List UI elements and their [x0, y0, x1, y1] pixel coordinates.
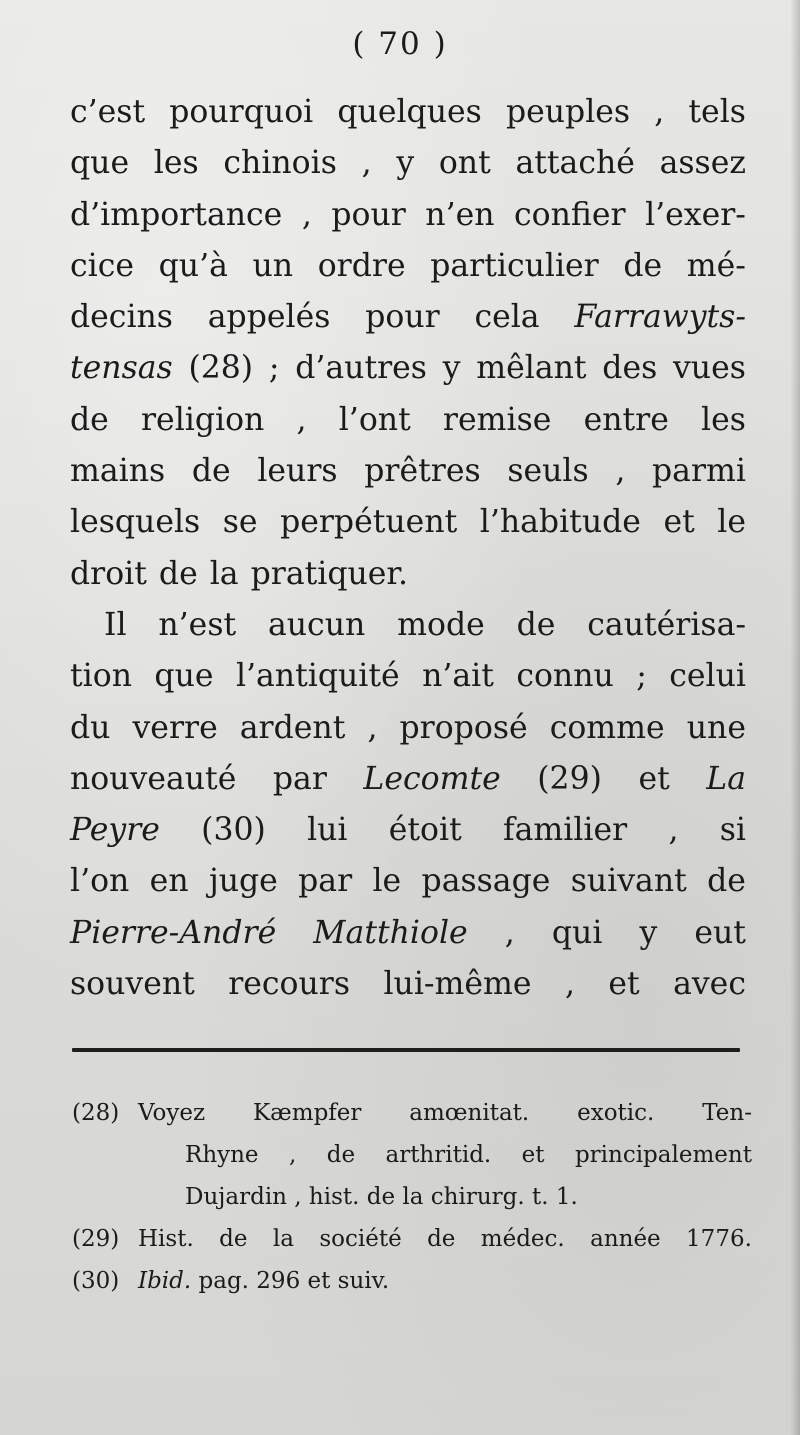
- word: n’ait: [422, 658, 494, 695]
- word: ,: [668, 812, 679, 849]
- word: ,: [296, 401, 307, 438]
- word: cice: [70, 247, 134, 284]
- word: pour: [365, 299, 440, 336]
- text-line: [70, 805, 746, 856]
- footnote-text: [138, 1218, 752, 1260]
- word: Kæmpfer: [252, 1100, 362, 1126]
- word: parmi: [652, 453, 746, 490]
- text-line: [70, 138, 746, 189]
- word: la: [272, 1226, 294, 1252]
- word: ,: [367, 709, 378, 746]
- word: passage: [421, 863, 551, 900]
- word: de: [326, 1142, 356, 1168]
- word: religion: [141, 401, 265, 438]
- text-line: [70, 651, 746, 702]
- word: Hist.: [138, 1226, 194, 1252]
- word: verre: [132, 709, 218, 746]
- word: des: [602, 350, 658, 387]
- page-number: ( 70 ): [352, 26, 448, 62]
- word: attaché: [515, 145, 635, 182]
- word: ,: [615, 453, 626, 490]
- word: année: [590, 1226, 661, 1252]
- footnote-28-continuation: [72, 1176, 752, 1218]
- word: nouveauté: [70, 760, 237, 797]
- word: 1776.: [686, 1226, 752, 1252]
- word: vues: [673, 350, 746, 387]
- word: pourquoi: [169, 94, 314, 130]
- word: comme: [549, 709, 665, 746]
- word: mains: [70, 453, 166, 490]
- word: de: [219, 1226, 248, 1252]
- footnote-rest: pag. 296 et suiv.: [198, 1268, 390, 1294]
- word: se: [222, 504, 258, 541]
- word: de: [623, 247, 663, 284]
- word: arthritid.: [385, 1142, 492, 1168]
- word: lui: [307, 812, 348, 849]
- word: y: [396, 145, 415, 182]
- word: avec: [673, 966, 746, 1003]
- word: ,: [564, 966, 575, 1003]
- word: d’importance: [70, 196, 283, 233]
- word: c’est: [70, 94, 146, 130]
- word: aucun: [267, 606, 366, 643]
- word: qui: [551, 914, 603, 951]
- footnote-text: Dujardin , hist. de la chirurg. t. 1.: [185, 1184, 578, 1210]
- text-line: [70, 190, 746, 241]
- word: l’on: [70, 863, 130, 900]
- word: société: [319, 1226, 402, 1252]
- word: le: [372, 863, 402, 900]
- word: juge: [208, 863, 278, 900]
- word: particulier: [430, 247, 599, 284]
- word: Il: [104, 606, 127, 643]
- word: ,: [288, 1142, 297, 1168]
- word: et: [663, 504, 695, 541]
- word: perpétuent: [280, 504, 458, 541]
- word: et: [608, 966, 640, 1003]
- word: l’antiquité: [235, 658, 400, 695]
- footnote-30: [72, 1260, 752, 1302]
- footnote-28: [72, 1092, 752, 1134]
- text-line: [70, 549, 746, 600]
- word: et: [521, 1142, 545, 1168]
- word: de: [191, 453, 231, 490]
- italic-word: Matthiole: [313, 914, 468, 951]
- word: l’ont: [338, 401, 411, 438]
- word: tels: [688, 94, 746, 130]
- word: ,: [361, 145, 372, 182]
- word: confier: [514, 196, 626, 233]
- footnote-mark: (29): [72, 1226, 120, 1252]
- word: que: [70, 145, 130, 182]
- word: ,: [654, 94, 665, 130]
- word: droit: [70, 555, 147, 592]
- word: par: [272, 760, 327, 797]
- word: eut: [694, 914, 746, 951]
- word: de: [427, 1226, 456, 1252]
- word: decins: [70, 299, 173, 336]
- text-line: [70, 87, 746, 138]
- word: assez: [659, 145, 746, 182]
- word: lesquels: [70, 504, 201, 541]
- italic-word: Lecomte: [363, 760, 501, 797]
- footnote-ref: (30): [201, 812, 266, 849]
- word: de: [707, 863, 746, 900]
- word: les: [701, 401, 746, 438]
- word: l’habitude: [479, 504, 641, 541]
- word: seuls: [507, 453, 589, 490]
- word: souvent: [70, 966, 195, 1003]
- word: y: [442, 350, 461, 387]
- word: Rhyne: [185, 1142, 259, 1168]
- word: les: [153, 145, 199, 182]
- italic-word: La: [706, 760, 746, 797]
- word: pour: [331, 196, 406, 233]
- word: proposé: [399, 709, 528, 746]
- word: principalement: [574, 1142, 752, 1168]
- text-line: [70, 241, 746, 292]
- word: ,: [301, 196, 312, 233]
- word: n’en: [425, 196, 495, 233]
- word: mode: [397, 606, 485, 643]
- footnote-ref: (29): [537, 760, 602, 797]
- text-line: [70, 908, 746, 959]
- word: ;: [268, 350, 280, 387]
- word: celui: [669, 658, 746, 695]
- footnote-29: [72, 1218, 752, 1260]
- footnote-mark: (30): [72, 1268, 120, 1294]
- word: qu’à: [158, 247, 228, 284]
- word: ordre: [317, 247, 406, 284]
- word: du: [70, 709, 111, 746]
- word: connu: [516, 658, 614, 695]
- word: une: [686, 709, 746, 746]
- word: ;: [636, 658, 647, 695]
- footnote-separator-rule: [72, 1048, 740, 1052]
- word: Ten-: [702, 1100, 752, 1126]
- word: que: [154, 658, 214, 695]
- word: le: [717, 504, 746, 541]
- word: de: [70, 401, 109, 438]
- word: chinois: [223, 145, 337, 182]
- word: pratiquer.: [250, 555, 409, 592]
- word: tion: [70, 658, 132, 695]
- word: lui-même: [383, 966, 532, 1003]
- text-line: [70, 292, 746, 343]
- footnote-text: [138, 1260, 752, 1302]
- italic-word: Farrawyts-: [574, 299, 746, 336]
- word: prêtres: [364, 453, 481, 490]
- word: quelques: [337, 94, 482, 130]
- footnotes: [72, 1092, 752, 1302]
- footnote-ref: (28): [188, 350, 254, 387]
- word: cautérisa-: [587, 606, 746, 643]
- text-line: [70, 395, 746, 446]
- word: Voyez: [138, 1100, 206, 1126]
- word: si: [719, 812, 746, 849]
- italic-word: tensas: [70, 350, 173, 387]
- word: remise: [442, 401, 552, 438]
- word: mé-: [686, 247, 746, 284]
- italic-word: Ibid.: [138, 1268, 192, 1294]
- word: peuples: [505, 94, 631, 130]
- word: familier: [502, 812, 628, 849]
- word: de: [516, 606, 556, 643]
- word: ,: [504, 914, 515, 951]
- word: suivant: [570, 863, 687, 900]
- italic-word: Pierre-André: [70, 914, 277, 951]
- word: un: [252, 247, 294, 284]
- word: d’autres: [295, 350, 427, 387]
- word: et: [638, 760, 670, 797]
- word: n’est: [158, 606, 237, 643]
- word: l’exer-: [645, 196, 746, 233]
- text-line: [70, 446, 746, 497]
- word: y: [639, 914, 658, 951]
- text-line: [70, 600, 746, 651]
- footnote-text: [138, 1092, 752, 1134]
- text-line: [70, 703, 746, 754]
- word: cela: [474, 299, 540, 336]
- italic-word: Peyre: [70, 812, 160, 849]
- word: médec.: [480, 1226, 565, 1252]
- word: étoit: [388, 812, 462, 849]
- text-line: [70, 497, 746, 548]
- word: leurs: [257, 453, 338, 490]
- word: mêlant: [476, 350, 587, 387]
- word: en: [149, 863, 189, 900]
- word: appelés: [207, 299, 331, 336]
- footnote-mark: (28): [72, 1100, 120, 1126]
- word: recours: [228, 966, 351, 1003]
- text-line: [70, 754, 746, 805]
- word: entre: [583, 401, 669, 438]
- text-line: [70, 959, 746, 1010]
- word: la: [209, 555, 239, 592]
- text-line: [70, 856, 746, 907]
- main-text: [70, 87, 746, 1010]
- word: par: [298, 863, 353, 900]
- footnote-28-continuation: [72, 1134, 752, 1176]
- text-line: [70, 343, 746, 394]
- word: exotic.: [577, 1100, 655, 1126]
- word: de: [158, 555, 198, 592]
- word: amœnitat.: [409, 1100, 530, 1126]
- word: ardent: [239, 709, 346, 746]
- word: ont: [438, 145, 491, 182]
